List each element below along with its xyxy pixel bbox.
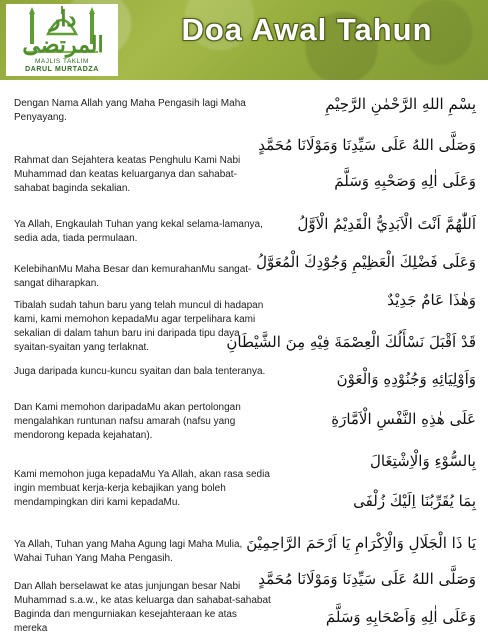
translation-2: Rahmat dan Sejahtera keatas Penghulu Kami Nabi Muhammad dan keatas keluarganya dan sahabat-sahabat baginda sekalian. [14,155,241,194]
arabic-line-6: وَهٰذَا عَامٌ جَدِيْدٌ [387,291,476,309]
arabic-line-4: اَللّٰهُمَّ اَنْتَ الْاَبَدِيُّ الْقَدِيْمُ الْاَوَّلُ [297,215,476,233]
translation-8: Kami memohon juga kepadaMu Ya Allah, akan rasa sedia ingin membuat kerja-kerja kebajikan yang boleh mendampingkan diri kami kepadaMu. [14,469,270,508]
arabic-line-12: يَا ذَا الْجَلَالِ وَالْاِكْرَامِ يَا اَرْحَمَ الرَّاحِمِيْنَ [246,534,476,552]
translation-4: KelebihanMu Maha Besar dan kemurahanMu sangat-sangat diharapkan. [14,264,252,289]
translation-1: Dengan Nama Allah yang Maha Pengasih lagi Maha Penyayang. [14,98,246,123]
arabic-line-10: بِالسُّوْءِ وَالْاِشْتِغَالَ [369,452,476,470]
header-banner [0,0,488,80]
translation-5: Tibalah sudah tahun baru yang telah muncul di hadapan kami, kami memohon kepadaMu agar terpelihara kami sekalian di dalam tahun baru ini daripada tipu daya syaitan-syaitan yang terlaknat. [14,300,264,353]
page-title: Doa Awal Tahun [181,12,433,47]
arabic-line-14: وَعَلَى اٰلِهِ وَاَصْحَابِهِ وَسَلَّمَ [325,608,476,626]
arabic-line-2: وَصَلَّى اللهُ عَلَى سَيِّدِنَا وَمَوْلَانَا مُحَمَّدٍ [258,136,476,154]
arabic-line-1: بِسْمِ اللهِ الرَّحْمٰنِ الرَّحِيْمِ [325,95,476,113]
arabic-line-9: عَلَى هٰذِهِ النَّفْسِ الْاَمَّارَةِ [331,410,476,428]
logo-name: DARUL MURTADZA [25,66,99,73]
translation-9: Ya Allah, Tuhan yang Maha Agung lagi Maha Mulia, Wahai Tuhan Yang Maha Pengasih. [14,539,243,564]
arabic-line-5: وَعَلَى فَضْلِكَ الْعَظِيْمِ وَجُوْدِكَ الْمُعَوَّلُ [256,253,476,271]
logo [6,4,118,76]
translation-7: Dan Kami memohon daripadaMu akan pertolongan mengalahkan runtunan nafsu amarah (nafsu yang mendorong kepada kejahatan). [14,402,241,441]
logo-arabic-text: دار المرتضى [22,6,104,58]
translation-6: Juga daripada kuncu-kuncu syaitan dan bala tenteranya. [14,366,266,377]
arabic-line-7: قَدْ اَقْبَلَ نَسْأَلُكَ الْعِصْمَةَ فِيْهِ مِنَ الشَّيْطَانِ [226,333,476,351]
translation-3: Ya Allah, Engkaulah Tuhan yang kekal selama-lamanya, sedia ada, tiada permulaan. [14,219,263,244]
arabic-line-11: بِمَا يُقَرِّبُنَا اِلَيْكَ زُلْفَى [353,492,476,510]
arabic-line-3: وَعَلَى اٰلِهِ وَصَحْبِهِ وَسَلَّمَ [334,172,476,190]
logo-subtitle: MAJLIS TAKLIM [35,58,89,65]
arabic-line-8: وَاَوْلِيَائِهِ وَجُنُوْدِهِ وَالْعَوْنَ [336,370,476,388]
translation-10: Dan Allah berselawat ke atas junjungan besar Nabi Muhammad s.a.w., ke atas keluarga dan sahabat-sahabat Baginda dan mengurniakan kesejahteraan ke atas mereka [14,581,271,634]
arabic-line-13: وَصَلَّى اللهُ عَلَى سَيِّدِنَا وَمَوْلَانَا مُحَمَّدٍ [258,570,476,588]
